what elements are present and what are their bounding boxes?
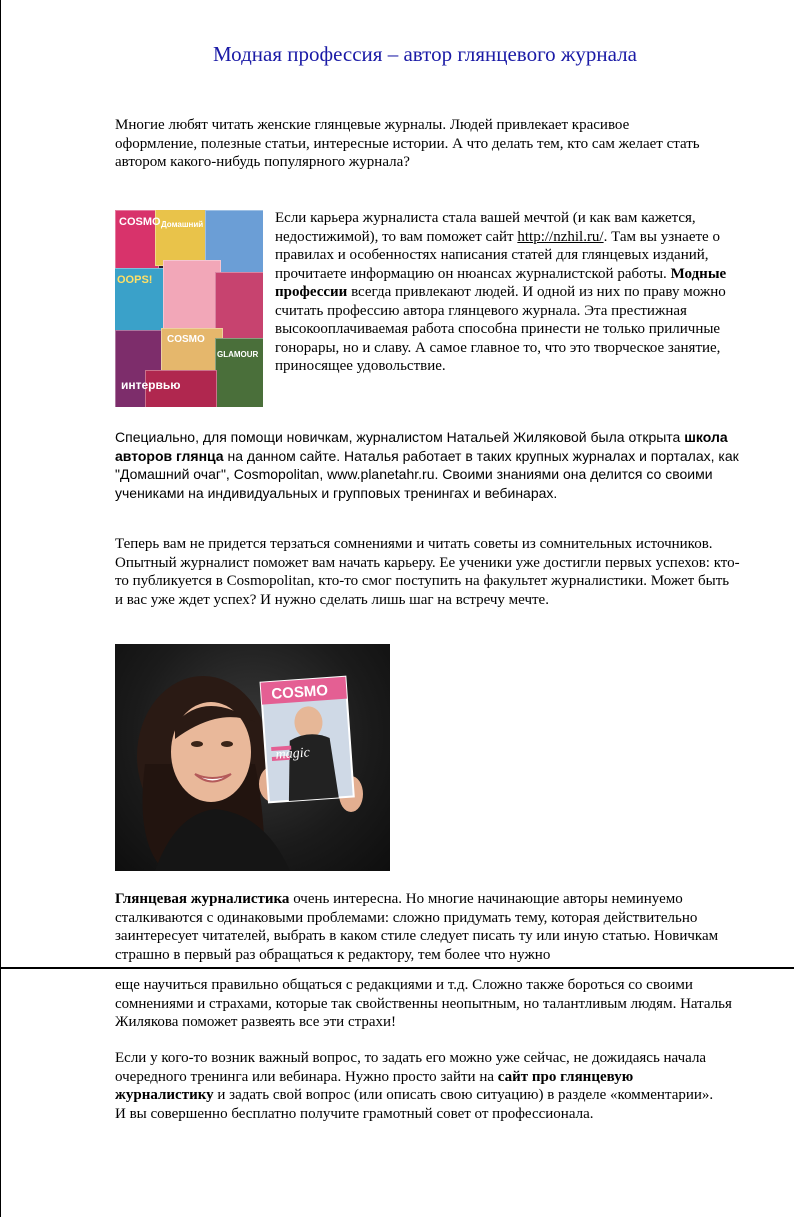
- collage-label: OOPS!: [117, 274, 153, 286]
- collage-label: GLAMOUR: [217, 350, 259, 359]
- collage-label: COSMO: [167, 334, 205, 345]
- paragraph-fears: еще научиться правильно общаться с редакциями и т.д. Сложно также бороться со своими сомнениями и страхами, которые так свойственны неопытным, но талантливым людям. Наталья Жилякова поможет развеять все эти страхи!: [115, 977, 732, 1030]
- photo-magazine-label: COSMO: [270, 681, 329, 703]
- site-link[interactable]: http://nzhil.ru/: [517, 228, 604, 245]
- journalist-illustration: [115, 644, 390, 871]
- paragraph-question: Если у кого-то возник важный вопрос, то задать его можно уже сейчас, не дожидаясь начала очередного тренинга или вебинара. Нужно просто зайти на сайт про глянцевую журналистику и задать свой вопрос (или описать свою ситуацию) в разделе «комментарии». И вы совершенно бесплатно получите грамотный совет от профессионала.: [115, 1050, 714, 1122]
- paragraph-glossy: Глянцевая журналистика очень интересна. Но многие начинающие авторы неминуемо сталкиваются с одинаковыми проблемами: сложно придумать тему, которая действительно заинтересует читателей, выбрать в каком стиле следует писать ту или иную статью. Новичкам страшно в первый раз обращаться к редактору, тем более что нужно: [115, 891, 719, 963]
- article-title: Модная профессия – автор глянцевого журнала: [213, 42, 637, 66]
- collage-label: интервью: [121, 378, 181, 392]
- collage-label: Домашний: [161, 220, 204, 229]
- magazines-collage-image: [115, 210, 263, 407]
- paragraph-school: Специально, для помощи новичкам, журналистом Натальей Жиляковой была открыта школа авторов глянца на данном сайте. Наталья работает в таких крупных журналах и порталах, как "Домашний очаг", Cosmopolitan, www.planetahr.ru. Своими знаниями она делится со своими учениками на индивидуальных и групповых тренингах и вебинарах.: [115, 429, 739, 501]
- paragraph-now: Теперь вам не придется терзаться сомнениями и читать советы из сомнительных источников. Опытный журналист поможет вам начать карьеру. Ее ученики уже достигли первых успехов: кто-то публикуется в Cosmopolitan, кто-то смог поступить на факультет журналистики. Может быть и вас уже ждет успех? И нужно сделать лишь шаг на встречу мечте.: [115, 536, 740, 608]
- page-border-left: [0, 0, 1, 1217]
- intro-paragraph: Многие любят читать женские глянцевые журналы. Людей привлекает красивое оформление, полезные статьи, интересные истории. А что делать тем, кто сам желает стать автором какого-нибудь популярного журнала?: [115, 117, 700, 170]
- collage-label: COSMO: [119, 216, 161, 228]
- paragraph-career: Если карьера журналиста стала вашей мечтой (и как вам кажется, недостижимой), то вам поможет сайт http://nzhil.ru/. Там вы узнаете о правилах и особенностях написания статей для глянцевых изданий, прочитаете информацию он нюансах журналистской работы. Модные профессии всегда привлекают людей. И одной из них по праву можно считать профессию автора глянцевого журнала. Эта престижная высокооплачиваемая работа способна принести не только приличные гонорары, но и славу. А самое главное то, что это творческое занятие, приносящее удовольствие.: [275, 210, 727, 374]
- page-break-line: [0, 967, 794, 969]
- journalist-photo: [115, 644, 390, 871]
- photo-magazine-sub: magic: [275, 745, 311, 763]
